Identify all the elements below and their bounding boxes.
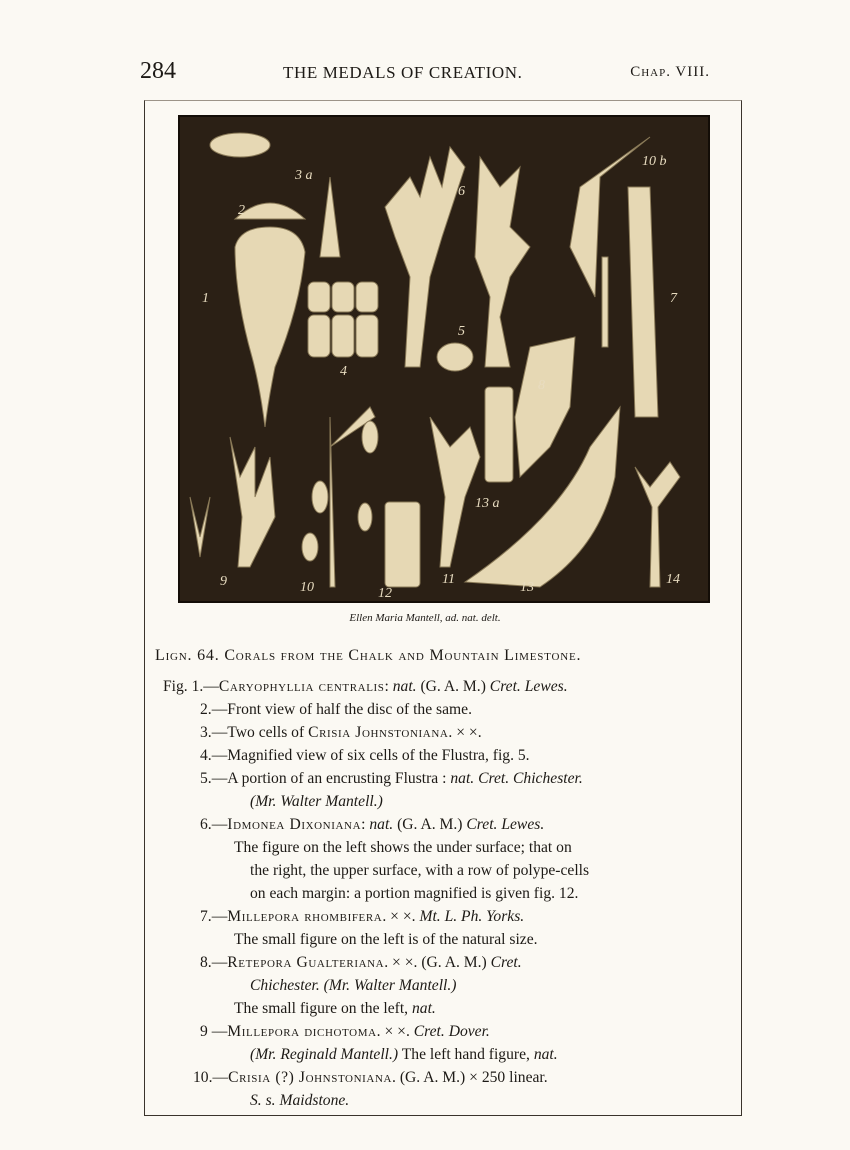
entry-locality: Cret. Lewes.: [485, 678, 568, 695]
entry-text-italic: nat.: [533, 1046, 558, 1063]
entry-locality: nat. Cret. Chichester.: [450, 770, 583, 787]
legend-entry-8-cont: [250, 977, 456, 995]
entry-text: Magnified view of six cells of the Flustra, fig. 5.: [227, 747, 530, 764]
legend-entry-5: [200, 770, 583, 788]
entry-number: 4.—: [200, 747, 228, 764]
plate-drawing: [180, 117, 708, 601]
legend-entry-6-line-1: The figure on the left shows the under surface; that on: [234, 839, 572, 856]
entry-number: 3.—: [200, 724, 228, 741]
plate-label-13a: 13 a: [475, 496, 500, 511]
entry-text: . × ×. (G. A. M.): [384, 954, 491, 971]
legend-entry-9-cont: [250, 1046, 558, 1064]
entry-number: 9 —: [200, 1023, 228, 1040]
legend-entry-6-line-3: on each margin: a portion magnified is given fig. 12.: [250, 885, 579, 902]
legend-entry-5-cont: (Mr. Walter Mantell.): [250, 793, 383, 810]
plate-label-7: 7: [670, 291, 677, 306]
legend-entry-7-line-2: The small figure on the left is of the natural size.: [234, 931, 538, 948]
legend-entry-6: [200, 816, 544, 834]
entry-number: Fig. 1.—: [163, 678, 219, 695]
entry-locality: Cret. Lewes.: [466, 816, 545, 833]
legend-entry-9: [200, 1023, 490, 1041]
plate-label-11: 11: [442, 572, 455, 587]
entry-locality: Mt. L. Ph. Yorks.: [419, 908, 525, 925]
legend-entry-8: [200, 954, 522, 972]
species-name: Retepora Gualteriana: [227, 954, 385, 971]
species-name: Crisia (?) Johnstoniana: [228, 1069, 393, 1086]
plate-label-6: 6: [458, 184, 465, 199]
plate-label-10: 10: [300, 580, 314, 595]
entry-text: The left hand figure,: [398, 1046, 534, 1063]
entry-locality: Chichester.: [250, 977, 320, 994]
species-name: Crisia Johnstoniana: [308, 724, 449, 741]
legend-entry-8-line-3: [234, 1000, 436, 1018]
entry-text: Two cells of: [227, 724, 309, 741]
entry-text-italic: nat.: [369, 816, 394, 833]
entry-collector: (Mr. Walter Mantell.): [319, 977, 457, 994]
legend-entry-1: [163, 678, 568, 696]
plate-label-2: 2: [238, 203, 245, 218]
plate-label-5: 5: [458, 324, 465, 339]
legend-entry-3: [200, 724, 482, 742]
plate-label-1: 1: [202, 291, 209, 306]
entry-number: 2.—: [200, 701, 228, 718]
species-name: Idmonea Dixoniana: [227, 816, 362, 833]
species-name: Millepora rhombifera: [227, 908, 383, 925]
entry-number: 5.—: [200, 770, 228, 787]
plate-label-14: 14: [666, 572, 680, 587]
plate-label-13: 13: [520, 580, 534, 595]
coral-plate-illustration: [178, 115, 710, 603]
plate-label-3a: 3 a: [295, 168, 313, 183]
running-title: THE MEDALS OF CREATION.: [283, 63, 523, 82]
plate-label-9: 9: [220, 574, 227, 589]
entry-locality: Cret.: [490, 954, 522, 971]
page-number: 284: [140, 58, 176, 84]
entry-locality: Cret. Dover.: [413, 1023, 490, 1040]
legend-entry-4: [200, 747, 530, 765]
plate-label-8: 8: [538, 378, 545, 393]
entry-collector: (Mr. Reginald Mantell.): [250, 1046, 399, 1063]
caption-title: Lign. 64. Corals from the Chalk and Mountain Limestone.: [155, 647, 582, 664]
entry-text: Front view of half the disc of the same.: [227, 701, 472, 718]
entry-text: A portion of an encrusting Flustra :: [227, 770, 451, 787]
entry-text: . × ×.: [382, 908, 420, 925]
entry-text: The small figure on the left,: [234, 1000, 412, 1017]
legend-entry-7: [200, 908, 524, 926]
entry-number: 10.—: [193, 1069, 229, 1086]
entry-number: 6.—: [200, 816, 228, 833]
entry-number: 8.—: [200, 954, 228, 971]
legend-entry-2: [200, 701, 472, 719]
species-name: Caryophyllia centralis: [218, 678, 385, 695]
entry-text-italic: nat.: [392, 678, 417, 695]
entry-text: . (G. A. M.) × 250 linear.: [392, 1069, 548, 1086]
entry-text: . × ×.: [448, 724, 482, 741]
artist-credit: Ellen Maria Mantell, ad. nat. delt.: [349, 612, 501, 624]
entry-text: (G. A. M.): [393, 816, 467, 833]
legend-entry-10-cont: S. s. Maidstone.: [250, 1092, 350, 1109]
entry-text-italic: nat.: [411, 1000, 436, 1017]
legend-entry-6-line-2: the right, the upper surface, with a row of polype-cells: [250, 862, 590, 879]
plate-label-4: 4: [340, 364, 347, 379]
entry-text: . × ×.: [376, 1023, 414, 1040]
plate-label-12: 12: [378, 586, 392, 601]
running-header: [140, 58, 710, 88]
species-name: Millepora dichotoma: [227, 1023, 377, 1040]
entry-number: 7.—: [200, 908, 228, 925]
legend-entry-10: [193, 1069, 548, 1087]
entry-text: :: [361, 816, 370, 833]
entry-text: :: [384, 678, 393, 695]
plate-label-10b: 10 b: [642, 154, 667, 169]
entry-text: (G. A. M.): [416, 678, 486, 695]
chapter-label: Chap. VIII.: [630, 64, 710, 80]
